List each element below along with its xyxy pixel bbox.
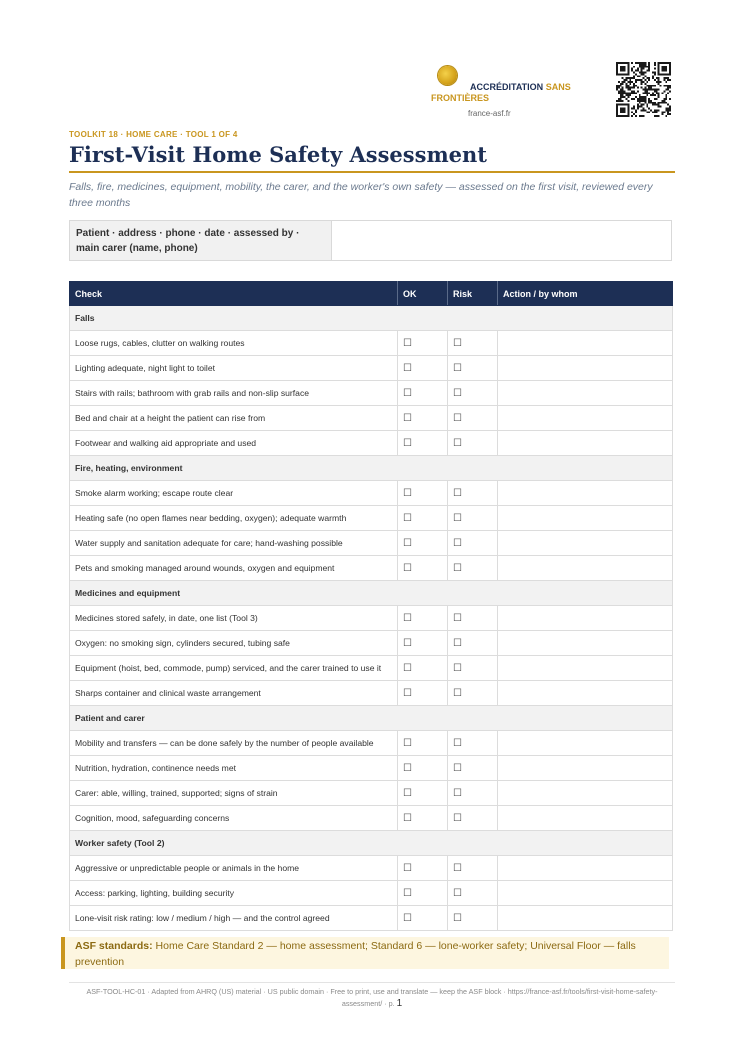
table-row [70, 756, 673, 781]
risk-checkbox[interactable]: ☐ [453, 662, 462, 674]
risk-cell [448, 756, 498, 781]
page-footer [69, 986, 675, 1010]
risk-cell [448, 331, 498, 356]
table-row [70, 656, 673, 681]
asf-standards-callout [61, 937, 669, 969]
brand-logo [420, 62, 595, 122]
check-item-label: Footwear and walking aid appropriate and used [70, 431, 398, 456]
risk-cell [448, 731, 498, 756]
safety-checklist-table [69, 281, 673, 931]
action-field[interactable] [498, 781, 673, 806]
risk-cell [448, 381, 498, 406]
ok-checkbox[interactable]: ☐ [403, 862, 412, 874]
table-row [70, 331, 673, 356]
ok-checkbox[interactable]: ☐ [403, 762, 412, 774]
ok-cell [398, 431, 448, 456]
risk-checkbox[interactable]: ☐ [453, 512, 462, 524]
ok-checkbox[interactable]: ☐ [403, 612, 412, 624]
check-item-label: Lone-visit risk rating: low / medium / high — and the control agreed [70, 906, 398, 931]
ok-cell [398, 556, 448, 581]
risk-cell [448, 481, 498, 506]
section-title: Falls [70, 306, 673, 331]
ok-cell [398, 481, 448, 506]
action-field[interactable] [498, 906, 673, 931]
table-row [70, 606, 673, 631]
standards-label: ASF standards: [75, 940, 153, 952]
check-item-label: Cognition, mood, safeguarding concerns [70, 806, 398, 831]
ok-cell [398, 681, 448, 706]
checklist-body [70, 306, 673, 931]
risk-cell [448, 856, 498, 881]
ok-cell [398, 531, 448, 556]
ok-cell [398, 506, 448, 531]
section-row [70, 581, 673, 606]
column-header-action: Action / by whom [498, 282, 673, 306]
risk-checkbox[interactable]: ☐ [453, 562, 462, 574]
check-item-label: Carer: able, willing, trained, supported; signs of strain [70, 781, 398, 806]
ok-checkbox[interactable]: ☐ [403, 637, 412, 649]
standards-text: Home Care Standard 2 — home assessment; Standard 6 — lone-worker safety; Universal Floor — falls prevention [75, 940, 636, 968]
section-row [70, 456, 673, 481]
risk-checkbox[interactable]: ☐ [453, 412, 462, 424]
action-field[interactable] [498, 331, 673, 356]
risk-cell [448, 906, 498, 931]
section-title: Patient and carer [70, 706, 673, 731]
risk-cell [448, 556, 498, 581]
risk-cell [448, 606, 498, 631]
footer-text: ASF-TOOL-HC-01 · Adapted from AHRQ (US) material · US public domain · Free to print, use and translate — keep the ASF block · https://france-asf.fr/tools/first-visit-home-safety-assessment/ · p. [86, 987, 658, 1008]
ok-cell [398, 756, 448, 781]
risk-checkbox[interactable]: ☐ [453, 787, 462, 799]
ok-cell [398, 406, 448, 431]
risk-cell [448, 681, 498, 706]
action-field[interactable] [498, 856, 673, 881]
ok-checkbox[interactable]: ☐ [403, 812, 412, 824]
risk-cell [448, 656, 498, 681]
brand-url: france-asf.fr [468, 109, 511, 118]
risk-cell [448, 781, 498, 806]
patient-details-box [69, 220, 672, 261]
table-row [70, 631, 673, 656]
ok-cell [398, 906, 448, 931]
check-item-label: Bed and chair at a height the patient can rise from [70, 406, 398, 431]
risk-cell [448, 631, 498, 656]
column-header-check: Check [70, 282, 398, 306]
section-title: Medicines and equipment [70, 581, 673, 606]
table-header-row [70, 282, 673, 306]
action-field[interactable] [498, 431, 673, 456]
ok-checkbox[interactable]: ☐ [403, 662, 412, 674]
action-field[interactable] [498, 731, 673, 756]
risk-checkbox[interactable]: ☐ [453, 437, 462, 449]
risk-cell [448, 881, 498, 906]
risk-checkbox[interactable]: ☐ [453, 612, 462, 624]
ok-checkbox[interactable]: ☐ [403, 487, 412, 499]
action-field[interactable] [498, 381, 673, 406]
action-field[interactable] [498, 406, 673, 431]
ok-checkbox[interactable]: ☐ [403, 912, 412, 924]
check-item-label: Nutrition, hydration, continence needs met [70, 756, 398, 781]
ok-checkbox[interactable]: ☐ [403, 412, 412, 424]
action-field[interactable] [498, 631, 673, 656]
ok-checkbox[interactable]: ☐ [403, 787, 412, 799]
ok-cell [398, 606, 448, 631]
ok-cell [398, 356, 448, 381]
action-field[interactable] [498, 806, 673, 831]
check-item-label: Medicines stored safely, in date, one list (Tool 3) [70, 606, 398, 631]
ok-cell [398, 631, 448, 656]
action-field[interactable] [498, 756, 673, 781]
ok-checkbox[interactable]: ☐ [403, 537, 412, 549]
risk-checkbox[interactable]: ☐ [453, 537, 462, 549]
page-title: First-Visit Home Safety Assessment [69, 142, 487, 167]
risk-cell [448, 356, 498, 381]
page-subtitle: Falls, fire, medicines, equipment, mobility, the carer, and the worker's own safety — assessed on the first visit, reviewed every three months [69, 181, 653, 209]
ok-cell [398, 806, 448, 831]
check-item-label: Oxygen: no smoking sign, cylinders secured, tubing safe [70, 631, 398, 656]
ok-cell [398, 881, 448, 906]
check-item-label: Lighting adequate, night light to toilet [70, 356, 398, 381]
section-title: Worker safety (Tool 2) [70, 831, 673, 856]
brand-name-line2: FRONTIÈRES [431, 93, 490, 103]
table-row [70, 406, 673, 431]
section-row [70, 306, 673, 331]
check-item-label: Equipment (hoist, bed, commode, pump) serviced, and the carer trained to use it [70, 656, 398, 681]
risk-checkbox[interactable]: ☐ [453, 362, 462, 374]
check-item-label: Pets and smoking managed around wounds, oxygen and equipment [70, 556, 398, 581]
action-field[interactable] [498, 656, 673, 681]
ok-checkbox[interactable]: ☐ [403, 437, 412, 449]
title-divider [69, 171, 675, 173]
brand-coin-icon [438, 66, 457, 85]
table-row [70, 881, 673, 906]
action-field[interactable] [498, 606, 673, 631]
action-field[interactable] [498, 881, 673, 906]
table-row [70, 481, 673, 506]
ok-cell [398, 381, 448, 406]
ok-checkbox[interactable]: ☐ [403, 512, 412, 524]
table-row [70, 906, 673, 931]
table-row [70, 681, 673, 706]
action-field[interactable] [498, 531, 673, 556]
risk-checkbox[interactable]: ☐ [453, 762, 462, 774]
ok-cell [398, 856, 448, 881]
check-item-label: Stairs with rails; bathroom with grab rails and non-slip surface [70, 381, 398, 406]
risk-checkbox[interactable]: ☐ [453, 887, 462, 899]
check-item-label: Aggressive or unpredictable people or animals in the home [70, 856, 398, 881]
column-header-ok: OK [398, 282, 448, 306]
check-item-label: Mobility and transfers — can be done safely by the number of people available [70, 731, 398, 756]
table-row [70, 806, 673, 831]
ok-checkbox[interactable]: ☐ [403, 887, 412, 899]
column-header-risk: Risk [448, 282, 498, 306]
risk-checkbox[interactable]: ☐ [453, 812, 462, 824]
risk-cell [448, 431, 498, 456]
check-item-label: Smoke alarm working; escape route clear [70, 481, 398, 506]
section-row [70, 706, 673, 731]
action-field[interactable] [498, 481, 673, 506]
brand-name: ACCRÉDITATION SANS [470, 82, 571, 92]
risk-cell [448, 806, 498, 831]
qr-code-icon [616, 62, 671, 117]
toolkit-kicker: TOOLKIT 18 · HOME CARE · TOOL 1 OF 4 [69, 130, 238, 139]
table-row [70, 731, 673, 756]
table-row [70, 431, 673, 456]
ok-checkbox[interactable]: ☐ [403, 387, 412, 399]
check-item-label: Heating safe (no open flames near bedding, oxygen); adequate warmth [70, 506, 398, 531]
table-row [70, 506, 673, 531]
check-item-label: Sharps container and clinical waste arrangement [70, 681, 398, 706]
ok-cell [398, 656, 448, 681]
ok-checkbox[interactable]: ☐ [403, 687, 412, 699]
table-row [70, 381, 673, 406]
check-item-label: Loose rugs, cables, clutter on walking routes [70, 331, 398, 356]
risk-checkbox[interactable]: ☐ [453, 737, 462, 749]
risk-cell [448, 406, 498, 431]
risk-checkbox[interactable]: ☐ [453, 387, 462, 399]
footer-divider [69, 982, 675, 983]
action-field[interactable] [498, 506, 673, 531]
section-title: Fire, heating, environment [70, 456, 673, 481]
table-row [70, 356, 673, 381]
ok-cell [398, 781, 448, 806]
risk-cell [448, 531, 498, 556]
risk-checkbox[interactable]: ☐ [453, 862, 462, 874]
page-number: 1 [396, 998, 403, 1009]
action-field[interactable] [498, 556, 673, 581]
ok-checkbox[interactable]: ☐ [403, 562, 412, 574]
ok-checkbox[interactable]: ☐ [403, 737, 412, 749]
table-row [70, 781, 673, 806]
patient-details-field[interactable] [332, 221, 671, 260]
table-row [70, 856, 673, 881]
check-item-label: Water supply and sanitation adequate for care; hand-washing possible [70, 531, 398, 556]
table-row [70, 531, 673, 556]
table-row [70, 556, 673, 581]
check-item-label: Access: parking, lighting, building security [70, 881, 398, 906]
action-field[interactable] [498, 356, 673, 381]
risk-checkbox[interactable]: ☐ [453, 687, 462, 699]
risk-checkbox[interactable]: ☐ [453, 487, 462, 499]
ok-checkbox[interactable]: ☐ [403, 337, 412, 349]
risk-checkbox[interactable]: ☐ [453, 637, 462, 649]
section-row [70, 831, 673, 856]
patient-details-label: Patient · address · phone · date · assessed by · main carer (name, phone) [70, 221, 332, 260]
ok-cell [398, 731, 448, 756]
ok-checkbox[interactable]: ☐ [403, 362, 412, 374]
ok-cell [398, 331, 448, 356]
action-field[interactable] [498, 681, 673, 706]
risk-cell [448, 506, 498, 531]
risk-checkbox[interactable]: ☐ [453, 912, 462, 924]
risk-checkbox[interactable]: ☐ [453, 337, 462, 349]
